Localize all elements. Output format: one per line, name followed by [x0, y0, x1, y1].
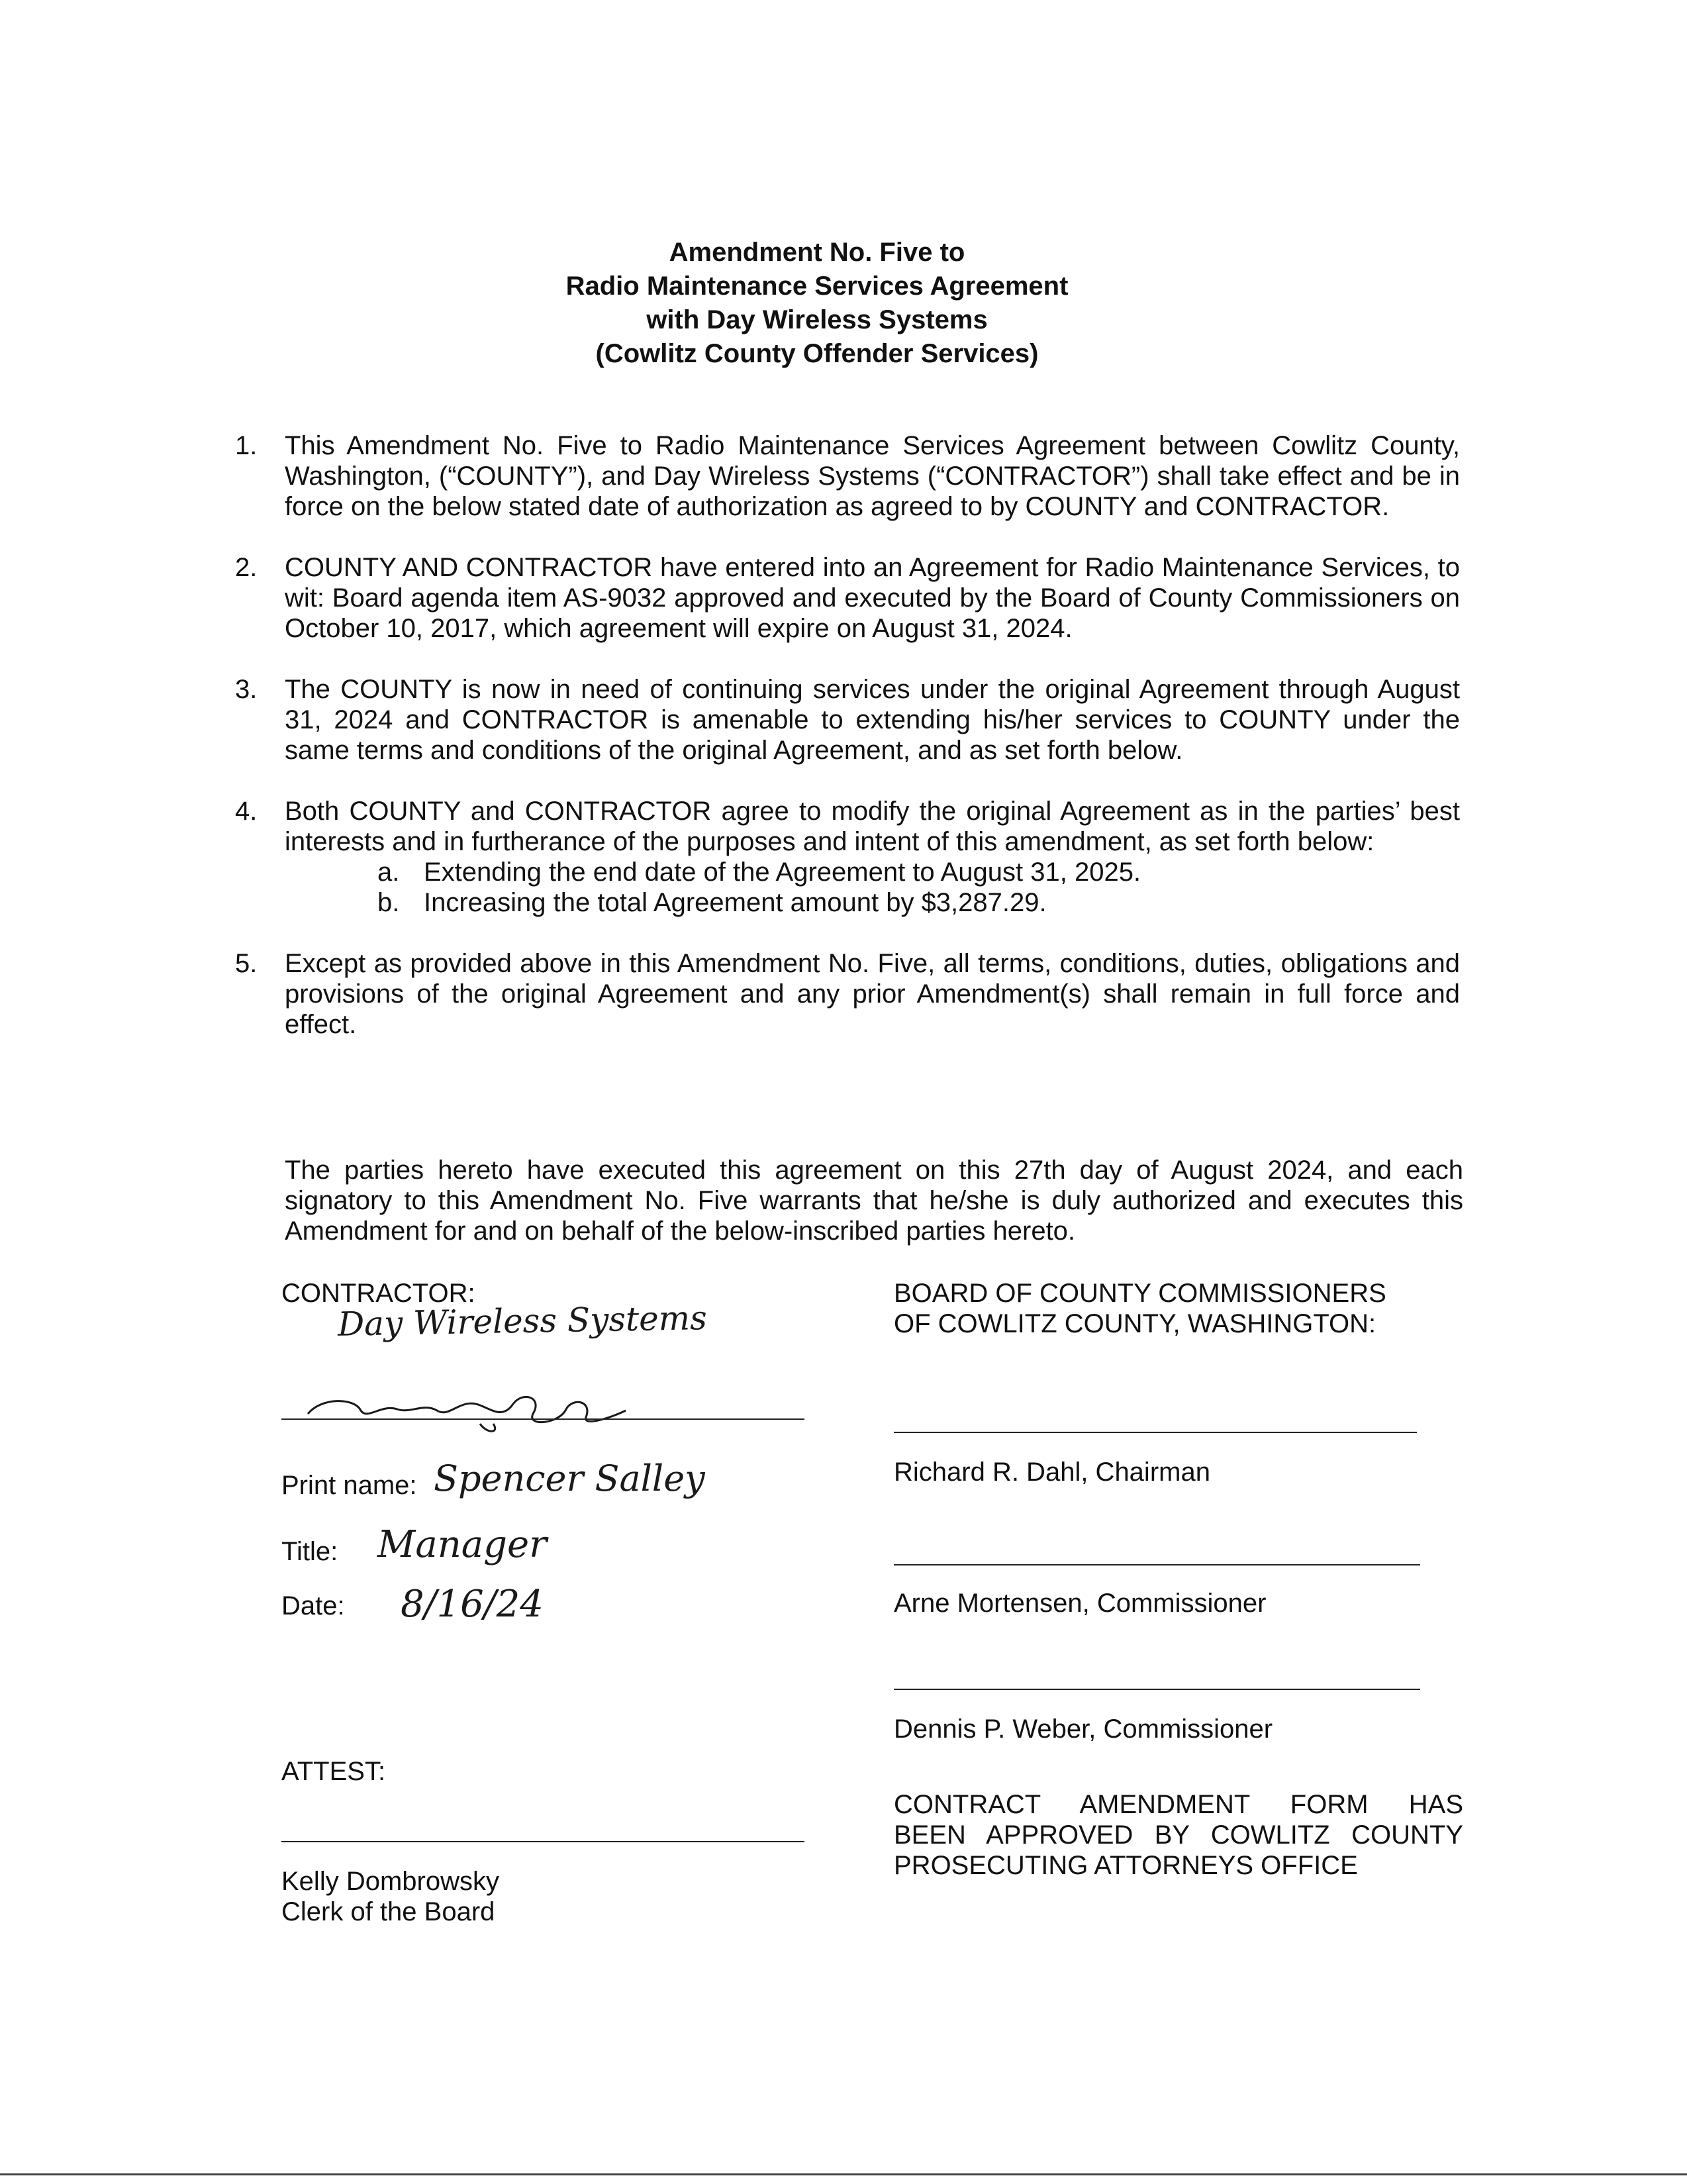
subclause-letter: a. [377, 858, 400, 887]
clause-number: 2. [235, 553, 258, 582]
signature-line-commissioner-1 [894, 1564, 1420, 1565]
attest-role: Clerk of the Board [281, 1897, 495, 1926]
clause-number: 5. [235, 949, 258, 978]
clause-2 [235, 552, 1460, 644]
signer-commissioner-1: Arne Mortensen, Commissioner [894, 1589, 1267, 1618]
attest-heading: ATTEST: [281, 1757, 386, 1786]
title-line-1: Amendment No. Five to [669, 238, 965, 267]
title-line-2: Radio Maintenance Services Agreement [565, 272, 1069, 301]
clause-number: 4. [235, 797, 258, 826]
approval-line-1: CONTRACT AMENDMENT FORM HAS [894, 1790, 1463, 1819]
document-title [0, 236, 1661, 371]
clause-4 [235, 796, 1460, 918]
subclause-a [285, 857, 1460, 887]
clause-text: Both COUNTY and CONTRACTOR agree to modify the original Agreement as in the parties’ best interests and in furtherance of the purposes and intent of this amendment, as set forth below: [285, 797, 1460, 856]
clause-number: 3. [235, 675, 258, 704]
approval-note [894, 1789, 1463, 1881]
clause-1 [235, 430, 1460, 522]
clause-number: 1. [235, 431, 258, 460]
attest-name: Kelly Dombrowsky [281, 1867, 499, 1896]
signature-line-chairman [894, 1432, 1417, 1433]
approval-line-3: PROSECUTING ATTORNEYS OFFICE [894, 1851, 1358, 1880]
handwritten-print-name: Spencer Salley [434, 1458, 705, 1499]
date-label: Date: [281, 1591, 345, 1620]
contractor-signature-line [281, 1418, 804, 1420]
page-bottom-rule [0, 2173, 1687, 2175]
clause-5 [235, 948, 1460, 1040]
board-heading-line-2: OF COWLITZ COUNTY, WASHINGTON: [894, 1309, 1376, 1338]
clause-text: COUNTY AND CONTRACTOR have entered into an Agreement for Radio Maintenance Services, to wit: Board agenda item AS-9032 approved and executed by the Board of County Commissioners on October 10, 2017, which agreement will expire on August 31, 2024. [285, 553, 1460, 643]
amendment-clauses [235, 430, 1460, 1040]
clause-text: This Amendment No. Five to Radio Maintenance Services Agreement between Cowlitz County, Washington, (“COUNTY”), and Day Wireless Systems (“CONTRACTOR”) shall take effect and be in force on the below stated date of authorization as agreed to by COUNTY and CONTRACTOR. [285, 431, 1460, 521]
subclause-letter: b. [377, 888, 400, 917]
board-heading-line-1: BOARD OF COUNTY COMMISSIONERS [894, 1279, 1386, 1308]
signer-commissioner-2: Dennis P. Weber, Commissioner [894, 1714, 1273, 1744]
clause-text: The COUNTY is now in need of continuing services under the original Agreement through August 31, 2024 and CONTRACTOR is amenable to extending his/her services to COUNTY under the same terms and conditions of the original Agreement, and as set forth below. [285, 675, 1460, 765]
clause-text: Except as provided above in this Amendment No. Five, all terms, conditions, duties, obligations and provisions of the original Agreement and any prior Amendment(s) shall remain in full force and effect. [285, 949, 1460, 1039]
subclause-text: Increasing the total Agreement amount by $3,287.29. [424, 888, 1047, 917]
title-label: Title: [281, 1537, 338, 1566]
contractor-heading: CONTRACTOR: [281, 1279, 475, 1308]
handwritten-title: Manager [377, 1523, 547, 1566]
title-line-4: (Cowlitz County Offender Services) [595, 339, 1039, 368]
signer-chairman: Richard R. Dahl, Chairman [894, 1458, 1210, 1487]
approval-line-2: BEEN APPROVED BY COWLITZ COUNTY [894, 1820, 1463, 1850]
print-name-label: Print name: [281, 1471, 417, 1500]
signature-line-commissioner-2 [894, 1689, 1420, 1690]
subclause-text: Extending the end date of the Agreement to August 31, 2025. [424, 858, 1141, 887]
handwritten-company: Day Wireless Systems [337, 1299, 708, 1344]
clause-3 [235, 674, 1460, 766]
title-line-3: with Day Wireless Systems [646, 305, 988, 334]
subclause-b [285, 887, 1460, 918]
execution-statement: The parties hereto have executed this agreement on this 27th day of August 2024, and each signatory to this Amendment No. Five warrants that he/she is duly authorized and executes this Amendment for and on behalf of the below-inscribed parties hereto. [285, 1156, 1463, 1246]
contractor-signature [281, 1377, 811, 1437]
attest-signature-line [281, 1841, 804, 1842]
handwritten-date: 8/16/24 [401, 1583, 544, 1626]
